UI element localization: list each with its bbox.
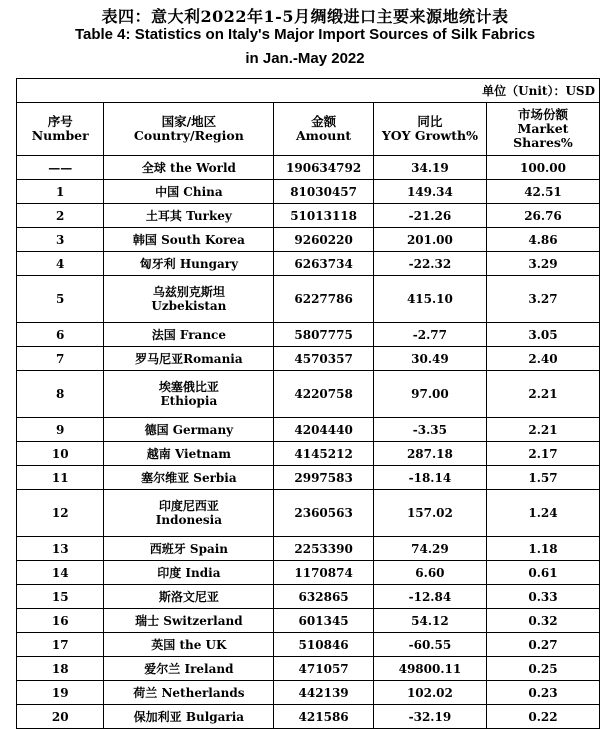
cell-amount: 471057 bbox=[274, 657, 374, 681]
cell-share: 2.21 bbox=[486, 371, 599, 418]
cell-share: 1.18 bbox=[486, 537, 599, 561]
cell-number: 1 bbox=[17, 180, 104, 204]
cell-region: 西班牙 Spain bbox=[104, 537, 274, 561]
header-share: 市场份额 Market Shares% bbox=[486, 103, 599, 156]
cell-region: 瑞士 Switzerland bbox=[104, 609, 274, 633]
cell-number: 5 bbox=[17, 276, 104, 323]
cell-share: 0.23 bbox=[486, 681, 599, 705]
cell-region: 韩国 South Korea bbox=[104, 228, 274, 252]
cell-share: 0.32 bbox=[486, 609, 599, 633]
table-row bbox=[17, 418, 600, 442]
cell-number: 20 bbox=[17, 705, 104, 729]
cell-region: 法国 France bbox=[104, 323, 274, 347]
table-row bbox=[17, 252, 600, 276]
cell-share: 1.57 bbox=[486, 466, 599, 490]
cell-amount: 2253390 bbox=[274, 537, 374, 561]
cell-region: 匈牙利 Hungary bbox=[104, 252, 274, 276]
cell-number: 10 bbox=[17, 442, 104, 466]
table-row bbox=[17, 681, 600, 705]
cell-number: 9 bbox=[17, 418, 104, 442]
cell-share: 1.24 bbox=[486, 490, 599, 537]
cell-amount: 4204440 bbox=[274, 418, 374, 442]
cell-yoy: 54.12 bbox=[373, 609, 486, 633]
import-sources-table bbox=[16, 78, 600, 729]
cell-amount: 1170874 bbox=[274, 561, 374, 585]
cell-yoy: 287.18 bbox=[373, 442, 486, 466]
cell-number: 15 bbox=[17, 585, 104, 609]
cell-yoy: 201.00 bbox=[373, 228, 486, 252]
cell-amount: 2360563 bbox=[274, 490, 374, 537]
cell-region: 荷兰 Netherlands bbox=[104, 681, 274, 705]
table-row bbox=[17, 276, 600, 323]
cell-region: 斯洛文尼亚 bbox=[104, 585, 274, 609]
table-row bbox=[17, 490, 600, 537]
cell-number: 4 bbox=[17, 252, 104, 276]
cell-share: 0.27 bbox=[486, 633, 599, 657]
cell-yoy: -21.26 bbox=[373, 204, 486, 228]
cell-share: 26.76 bbox=[486, 204, 599, 228]
cell-yoy: 157.02 bbox=[373, 490, 486, 537]
header-number: 序号 Number bbox=[17, 103, 104, 156]
cell-region: 土耳其 Turkey bbox=[104, 204, 274, 228]
cell-amount: 632865 bbox=[274, 585, 374, 609]
table-row bbox=[17, 657, 600, 681]
cell-yoy: 30.49 bbox=[373, 347, 486, 371]
cell-amount: 4570357 bbox=[274, 347, 374, 371]
cell-amount: 81030457 bbox=[274, 180, 374, 204]
cell-region: 德国 Germany bbox=[104, 418, 274, 442]
cell-yoy: -2.77 bbox=[373, 323, 486, 347]
table-row bbox=[17, 156, 600, 180]
cell-share: 2.40 bbox=[486, 347, 599, 371]
cell-region: 爱尔兰 Ireland bbox=[104, 657, 274, 681]
cell-yoy: -18.14 bbox=[373, 466, 486, 490]
cell-region: 越南 Vietnam bbox=[104, 442, 274, 466]
title-chinese: 表四：意大利2022年1-5月绸缎进口主要来源地统计表 bbox=[101, 7, 509, 26]
cell-share: 0.61 bbox=[486, 561, 599, 585]
table-row bbox=[17, 466, 600, 490]
cell-region: 乌兹别克斯坦 Uzbekistan bbox=[104, 276, 274, 323]
cell-number: —— bbox=[17, 156, 104, 180]
cell-region: 印度尼西亚 Indonesia bbox=[104, 490, 274, 537]
table-row bbox=[17, 180, 600, 204]
cell-region: 全球 the World bbox=[104, 156, 274, 180]
cell-number: 7 bbox=[17, 347, 104, 371]
cell-yoy: 49800.11 bbox=[373, 657, 486, 681]
cell-share: 0.25 bbox=[486, 657, 599, 681]
header-amount: 金额 Amount bbox=[274, 103, 374, 156]
title-english-line1: Table 4: Statistics on Italy's Major Import Sources of Silk Fabrics bbox=[74, 26, 536, 43]
cell-share: 4.86 bbox=[486, 228, 599, 252]
cell-amount: 51013118 bbox=[274, 204, 374, 228]
cell-amount: 510846 bbox=[274, 633, 374, 657]
cell-yoy: -12.84 bbox=[373, 585, 486, 609]
cell-yoy: -32.19 bbox=[373, 705, 486, 729]
cell-region: 英国 the UK bbox=[104, 633, 274, 657]
header-region: 国家/地区 Country/Region bbox=[104, 103, 274, 156]
cell-region: 埃塞俄比亚 Ethiopia bbox=[104, 371, 274, 418]
cell-share: 0.33 bbox=[486, 585, 599, 609]
table-row bbox=[17, 204, 600, 228]
cell-number: 8 bbox=[17, 371, 104, 418]
table-row bbox=[17, 442, 600, 466]
cell-yoy: 6.60 bbox=[373, 561, 486, 585]
cell-amount: 9260220 bbox=[274, 228, 374, 252]
unit-label: 单位（Unit）：USD bbox=[17, 79, 600, 103]
cell-share: 3.29 bbox=[486, 252, 599, 276]
cell-yoy: 415.10 bbox=[373, 276, 486, 323]
cell-number: 13 bbox=[17, 537, 104, 561]
cell-amount: 6227786 bbox=[274, 276, 374, 323]
header-row bbox=[17, 103, 600, 156]
cell-region: 保加利亚 Bulgaria bbox=[104, 705, 274, 729]
cell-yoy: 149.34 bbox=[373, 180, 486, 204]
cell-number: 16 bbox=[17, 609, 104, 633]
cell-share: 0.22 bbox=[486, 705, 599, 729]
cell-number: 6 bbox=[17, 323, 104, 347]
cell-amount: 4145212 bbox=[274, 442, 374, 466]
cell-yoy: -60.55 bbox=[373, 633, 486, 657]
cell-amount: 190634792 bbox=[274, 156, 374, 180]
cell-share: 100.00 bbox=[486, 156, 599, 180]
cell-amount: 5807775 bbox=[274, 323, 374, 347]
table-row bbox=[17, 633, 600, 657]
cell-region: 印度 India bbox=[104, 561, 274, 585]
cell-share: 2.17 bbox=[486, 442, 599, 466]
cell-yoy: 97.00 bbox=[373, 371, 486, 418]
table-row bbox=[17, 609, 600, 633]
cell-amount: 601345 bbox=[274, 609, 374, 633]
cell-region: 中国 China bbox=[104, 180, 274, 204]
table-row bbox=[17, 705, 600, 729]
cell-yoy: -3.35 bbox=[373, 418, 486, 442]
cell-share: 2.21 bbox=[486, 418, 599, 442]
table-row bbox=[17, 585, 600, 609]
unit-row bbox=[17, 79, 600, 103]
cell-amount: 2997583 bbox=[274, 466, 374, 490]
cell-number: 14 bbox=[17, 561, 104, 585]
cell-yoy: 74.29 bbox=[373, 537, 486, 561]
cell-number: 2 bbox=[17, 204, 104, 228]
cell-share: 3.27 bbox=[486, 276, 599, 323]
cell-number: 12 bbox=[17, 490, 104, 537]
cell-amount: 6263734 bbox=[274, 252, 374, 276]
cell-share: 42.51 bbox=[486, 180, 599, 204]
cell-yoy: 34.19 bbox=[373, 156, 486, 180]
header-yoy: 同比 YOY Growth% bbox=[373, 103, 486, 156]
cell-number: 19 bbox=[17, 681, 104, 705]
title-english-line2: in Jan.-May 2022 bbox=[245, 50, 365, 67]
cell-yoy: -22.32 bbox=[373, 252, 486, 276]
cell-number: 18 bbox=[17, 657, 104, 681]
table-row bbox=[17, 347, 600, 371]
cell-share: 3.05 bbox=[486, 323, 599, 347]
cell-amount: 4220758 bbox=[274, 371, 374, 418]
cell-number: 11 bbox=[17, 466, 104, 490]
cell-amount: 421586 bbox=[274, 705, 374, 729]
table-row bbox=[17, 228, 600, 252]
cell-region: 罗马尼亚Romania bbox=[104, 347, 274, 371]
cell-number: 3 bbox=[17, 228, 104, 252]
cell-region: 塞尔维亚 Serbia bbox=[104, 466, 274, 490]
table-row bbox=[17, 561, 600, 585]
cell-yoy: 102.02 bbox=[373, 681, 486, 705]
table-row bbox=[17, 371, 600, 418]
table-row bbox=[17, 323, 600, 347]
cell-number: 17 bbox=[17, 633, 104, 657]
table-row bbox=[17, 537, 600, 561]
cell-amount: 442139 bbox=[274, 681, 374, 705]
